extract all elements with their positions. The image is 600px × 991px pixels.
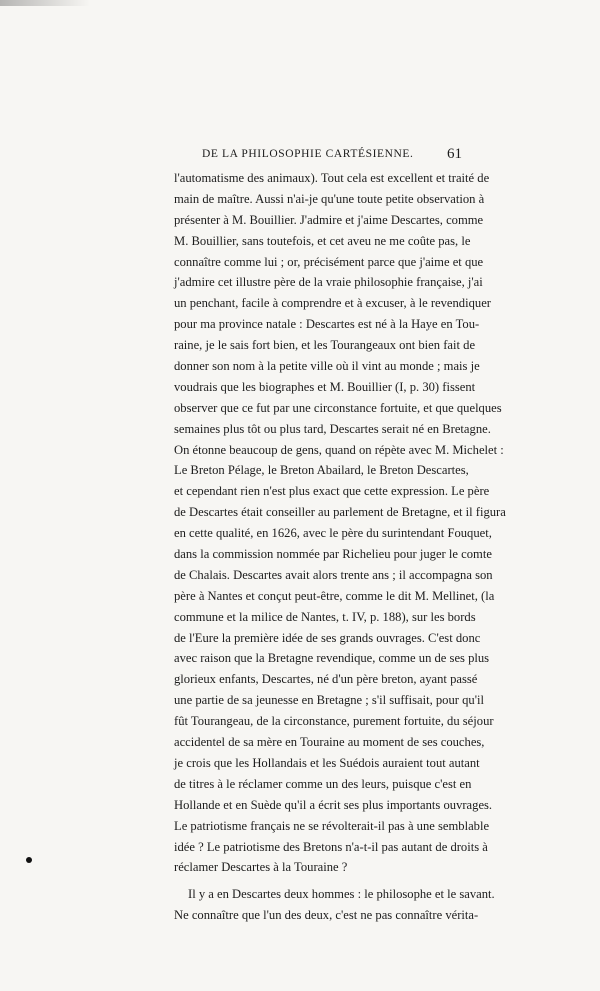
text-line: M. Bouillier, sans toutefois, et cet aveu ne me coûte pas, le <box>174 233 471 248</box>
page-number: 61 <box>447 146 462 162</box>
text-line: main de maître. Aussi n'ai-je qu'une toute petite observation à <box>174 191 485 206</box>
text-line: un penchant, facile à comprendre et à excuser, à le revendiquer <box>174 296 491 311</box>
text-line: glorieux enfants, Descartes, né d'un père breton, ayant passé <box>174 672 478 687</box>
page-header <box>202 148 462 168</box>
ink-speck <box>26 857 32 863</box>
text-line: voudrais que les biographes et M. Bouillier (I, p. 30) fissent <box>174 379 476 394</box>
text-line: commune et la milice de Nantes, t. IV, p. 188), sur les bords <box>174 609 476 624</box>
text-line: en cette qualité, en 1626, avec le père du surintendant Fouquet, <box>174 526 492 541</box>
text-line: On étonne beaucoup de gens, quand on répète avec M. Michelet : <box>174 442 504 457</box>
text-line: réclamer Descartes à la Touraine ? <box>174 860 348 875</box>
text-line: Le patriotisme français ne se révolterait-il pas à une semblable <box>174 818 490 833</box>
text-line: idée ? Le patriotisme des Bretons n'a-t-il pas autant de droits à <box>174 839 488 854</box>
body-text <box>174 168 506 926</box>
text-line: accidentel de sa mère en Touraine au moment de ses couches, <box>174 735 485 750</box>
text-line: je crois que les Hollandais et les Suédois auraient tout autant <box>174 755 480 770</box>
text-line: dans la commission nommée par Richelieu pour juger le comte <box>174 547 492 562</box>
text-line: et cependant rien n'est plus exact que cette expression. Le père <box>174 484 490 499</box>
print-smudge <box>0 0 90 6</box>
text-line: Hollande et en Suède qu'il a écrit ses plus importants ouvrages. <box>174 797 493 812</box>
text-line: de Descartes était conseiller au parlement de Bretagne, et il figura <box>174 505 506 520</box>
text-line: Il y a en Descartes deux hommes : le philosophe et le savant. <box>188 887 495 902</box>
text-line: raine, je le sais fort bien, et les Tourangeaux ont bien fait de <box>174 338 476 353</box>
text-line: père à Nantes et conçut peut-être, comme le dit M. Mellinet, (la <box>174 588 495 603</box>
text-line: donner son nom à la petite ville où il vint au monde ; mais je <box>174 359 480 374</box>
text-line: connaître comme lui ; or, précisément parce que j'aime et que <box>174 254 484 269</box>
text-line: de l'Eure la première idée de ses grands ouvrages. C'est donc <box>174 630 481 645</box>
text-line: Le Breton Pélage, le Breton Abailard, le Breton Descartes, <box>174 463 469 478</box>
running-title: DE LA PHILOSOPHIE CARTÉSIENNE. <box>202 148 414 160</box>
text-line: observer que ce fut par une circonstance fortuite, et que quelques <box>174 400 502 415</box>
paragraph-2 <box>174 884 495 926</box>
text-line: de titres à le réclamer comme un des leurs, puisque c'est en <box>174 776 472 791</box>
text-line: j'admire cet illustre père de la vraie philosophie française, j'ai <box>174 275 483 290</box>
text-line: Ne connaître que l'un des deux, c'est ne pas connaître vérita- <box>174 908 479 923</box>
text-line: une partie de sa jeunesse en Bretagne ; s'il suffisait, pour qu'il <box>174 693 484 708</box>
paragraph-1 <box>174 168 506 878</box>
text-line: semaines plus tôt ou plus tard, Descartes serait né en Bretagne. <box>174 421 491 436</box>
text-line: de Chalais. Descartes avait alors trente ans ; il accompagna son <box>174 567 493 582</box>
text-line: pour ma province natale : Descartes est né à la Haye en Tou- <box>174 317 480 332</box>
text-line: l'automatisme des animaux). Tout cela est excellent et traité de <box>174 171 490 185</box>
text-line: avec raison que la Bretagne revendique, comme un de ses plus <box>174 651 490 666</box>
text-line: présenter à M. Bouillier. J'admire et j'aime Descartes, comme <box>174 212 484 227</box>
text-line: fût Tourangeau, de la circonstance, purement fortuite, du séjour <box>174 714 494 729</box>
